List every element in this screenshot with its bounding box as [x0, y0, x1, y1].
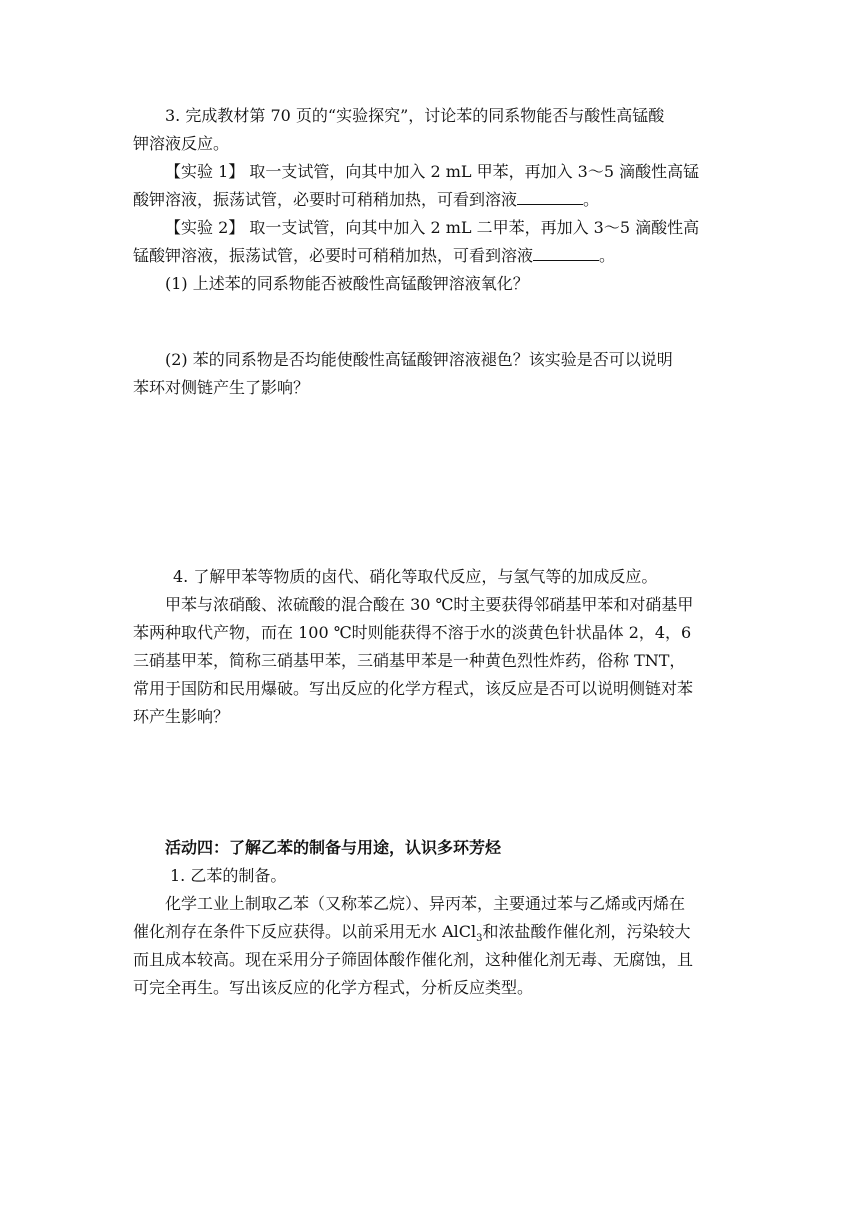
- question-2-line2: 苯环对侧链产生了影响？: [133, 378, 310, 397]
- section4-line2: 苯两种取代产物，而在 100 ℃时则能获得不溶于水的淡黄色针状晶体 2，4，6: [133, 623, 692, 642]
- experiment1-period: 。: [583, 190, 600, 209]
- activity4-line1: 化学工业上制取乙苯（又称苯乙烷）、异丙苯，主要通过苯与乙烯或丙烯在: [165, 894, 686, 913]
- experiment1-line2: [133, 186, 733, 214]
- activity4-heading: 活动四：了解乙苯的制备与用途，认识多环芳烃: [165, 838, 502, 857]
- experiment2-line2: [133, 242, 733, 270]
- experiment1-text: 酸钾溶液，振荡试管，必要时可稍稍加热，可看到溶液: [133, 190, 518, 209]
- experiment2-answer-blank[interactable]: [533, 245, 599, 261]
- experiment2-period: 。: [599, 246, 616, 265]
- section4-line4: 常用于国防和民用爆破。写出反应的化学方程式，该反应是否可以说明侧链对苯: [133, 679, 694, 698]
- section3-intro-line1: 3. 完成教材第 70 页的“实验探究”，讨论苯的同系物能否与酸性高锰酸: [165, 106, 665, 125]
- section4-line1: 甲苯与浓硝酸、浓硫酸的混合酸在 30 ℃时主要获得邻硝基甲苯和对硝基甲: [165, 595, 694, 614]
- question-1: (1) 上述苯的同系物能否被酸性高锰酸钾溶液氧化？: [165, 274, 529, 293]
- activity4-line2-text: 催化剂存在条件下反应获得。以前采用无水 AlCl: [133, 922, 477, 941]
- section4-line3: 三硝基甲苯，简称三硝基甲苯，三硝基甲苯是一种黄色烈性炸药，俗称 TNT，: [133, 651, 686, 670]
- activity4-line2: [133, 918, 733, 946]
- experiment2-text: 锰酸钾溶液，振荡试管，必要时可稍稍加热，可看到溶液: [133, 246, 534, 265]
- activity4-line4: 可完全再生。写出该反应的化学方程式，分析反应类型。: [133, 978, 534, 997]
- section3-intro-line2: 钾溶液反应。: [133, 134, 230, 153]
- experiment1-line1: 【实验 1】 取一支试管，向其中加入 2 mL 甲苯，再加入 3～5 滴酸性高锰: [165, 162, 700, 181]
- section4-line5: 环产生影响？: [133, 707, 230, 726]
- activity4-line3: 而且成本较高。现在采用分子筛固体酸作催化剂，这种催化剂无毒、无腐蚀，且: [133, 950, 694, 969]
- question-2-line1: (2) 苯的同系物是否均能使酸性高锰酸钾溶液褪色？该实验是否可以说明: [165, 350, 673, 369]
- experiment2-line1: 【实验 2】 取一支试管，向其中加入 2 mL 二甲苯，再加入 3～5 滴酸性高: [165, 218, 700, 237]
- alcl3-subscript: 3: [476, 933, 483, 945]
- section4-title: 4. 了解甲苯等物质的卤代、硝化等取代反应，与氢气等的加成反应。: [173, 567, 658, 586]
- experiment1-answer-blank[interactable]: [517, 189, 583, 205]
- activity4-line2-post: 和浓盐酸作催化剂，污染较大: [482, 922, 691, 941]
- activity4-item1: 1. 乙苯的制备。: [170, 866, 287, 885]
